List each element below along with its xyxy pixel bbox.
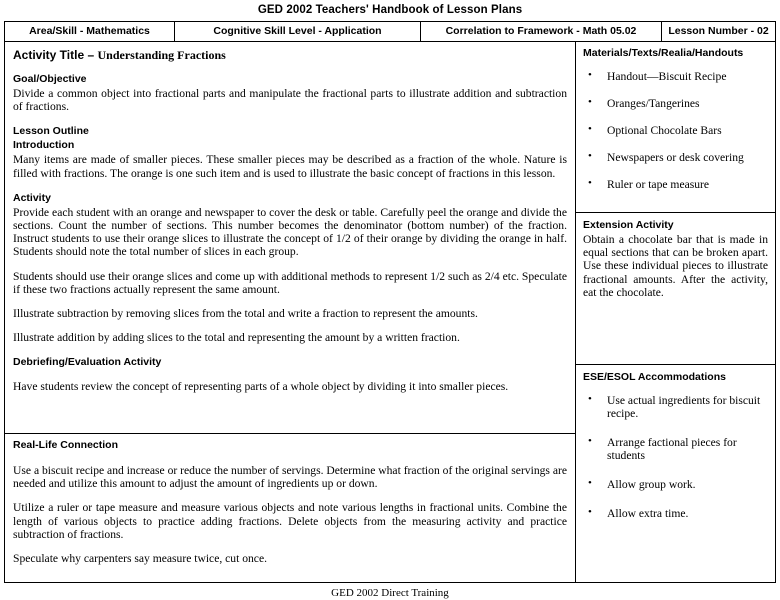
activity-title-label: Activity Title –	[13, 48, 98, 62]
real-life-paragraph: Use a biscuit recipe and increase or reduce the number of servings. Determine what fraction of the original servings are needed and utilize this amount to adjust the amount of ingredients up or down.	[13, 464, 567, 491]
list-item: • Newspapers or desk covering	[583, 151, 768, 164]
list-item: • Optional Chocolate Bars	[583, 124, 768, 137]
activity-paragraph: Illustrate addition by adding slices to the total and representing the amount by a written fraction.	[13, 331, 460, 345]
real-life-paragraph: Utilize a ruler or tape measure and measure various objects and note various lengths in fractional units. Combine the length of various objects to practice adding fractions. Delete objects from the measuring activity and practice subtraction of fractions.	[13, 501, 567, 541]
table-header-row	[5, 22, 775, 42]
document-title: GED 2002 Teachers' Handbook of Lesson Plans	[257, 4, 523, 16]
materials-heading: Materials/Texts/Realia/Handouts	[583, 47, 744, 59]
materials-list	[583, 70, 768, 191]
lesson-detail-pane	[5, 42, 575, 433]
left-column	[5, 42, 576, 582]
extension-activity-pane	[576, 212, 775, 364]
header-cell-area-skill: Area/Skill - Mathematics	[5, 22, 175, 41]
list-item: • Use actual ingredients for biscuit recipe.	[583, 394, 768, 420]
accommodations-list	[583, 394, 768, 520]
activity-title	[13, 48, 567, 63]
list-item: • Oranges/Tangerines	[583, 97, 768, 110]
list-item: • Allow group work.	[583, 478, 768, 491]
materials-pane	[576, 42, 775, 212]
goal-heading: Goal/Objective	[13, 73, 87, 85]
activity-heading: Activity	[13, 191, 51, 204]
real-life-connection-heading: Real-Life Connection	[13, 439, 119, 451]
real-life-connection-pane	[5, 433, 575, 582]
introduction-text: Many items are made of smaller pieces. These smaller pieces may be described as a fraction of the whole. Nature is filled with fractions. The orange is one such item and is used to illustrate the basic concept of fractions in this lesson.	[13, 153, 567, 180]
introduction-heading: Introduction	[13, 139, 75, 152]
header-cell-cognitive-level: Cognitive Skill Level - Application	[175, 22, 421, 41]
list-item: • Arrange factional pieces for students	[583, 436, 768, 462]
goal-text: Divide a common object into fractional parts and manipulate the fractional parts to illustrate addition and subtraction of fractions.	[13, 87, 567, 114]
extension-activity-text: Obtain a chocolate bar that is made in equal sections that can be broken apart. Use these individual pieces to illustrate fractional amounts. After the activity, eat the chocolate.	[583, 233, 768, 299]
real-life-paragraph: Speculate why carpenters say measure twice, cut once.	[13, 552, 267, 566]
debriefing-text: Have students review the concept of representing parts of a whole object by dividing it into smaller pieces.	[13, 380, 509, 394]
list-item: • Allow extra time.	[583, 507, 768, 520]
debriefing-heading: Debriefing/Evaluation Activity	[13, 356, 162, 369]
accommodations-heading: ESE/ESOL Accommodations	[583, 371, 726, 383]
extension-activity-heading: Extension Activity	[583, 219, 674, 231]
activity-paragraph: Illustrate subtraction by removing slices from the total and write a fraction to represent the amounts.	[13, 307, 478, 321]
table-body	[5, 42, 775, 582]
activity-title-value: Understanding Fractions	[97, 48, 226, 62]
header-cell-correlation: Correlation to Framework - Math 05.02	[421, 22, 662, 41]
list-item: • Handout—Biscuit Recipe	[583, 70, 768, 83]
list-item: • Ruler or tape measure	[583, 178, 768, 191]
right-column	[576, 42, 775, 582]
lesson-outline-heading: Lesson Outline	[13, 125, 89, 138]
activity-paragraph: Students should use their orange slices and come up with additional methods to represent 1/2 such as 2/4 etc. Speculate if these two fractions actually represent the same amount.	[13, 269, 567, 296]
activity-paragraph: Provide each student with an orange and newspaper to cover the desk or table. Carefully peel the orange and divide the sections. Count the number of sections. This number becomes the denominator (bottom number) of the fraction. Instruct students to use their orange slices to illustrate the concept of 1/2 of their orange by dividing the orange in half. Students should note the total number of slices in each group.	[13, 205, 567, 259]
header-cell-lesson-number: Lesson Number - 02	[668, 25, 769, 37]
page-footer: GED 2002 Direct Training	[331, 587, 449, 599]
accommodations-pane	[576, 364, 775, 582]
lesson-plan-table	[4, 21, 776, 583]
